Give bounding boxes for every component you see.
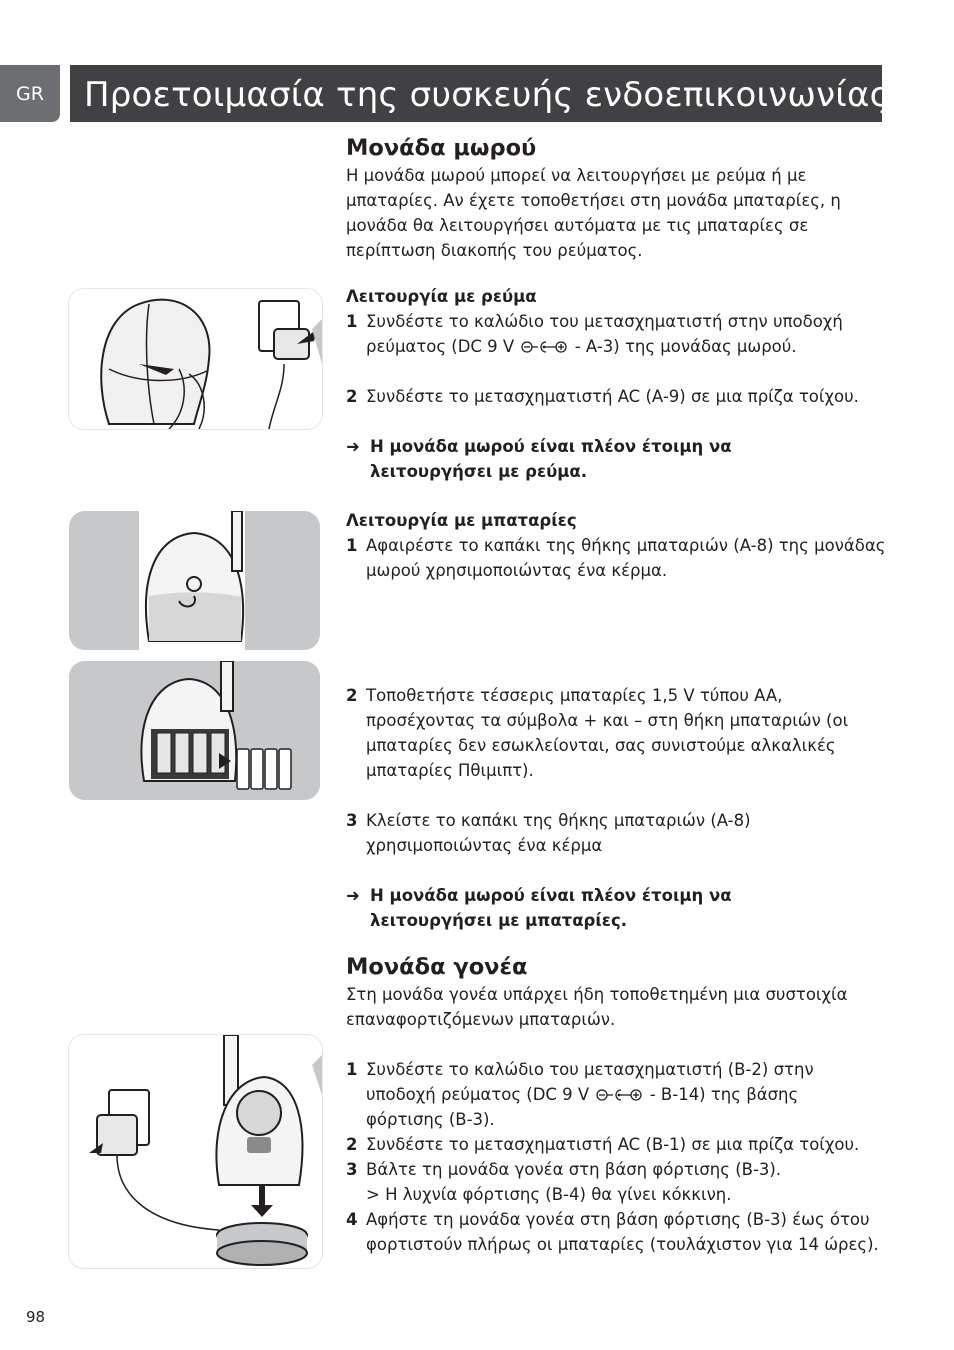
parent-step-2 [346, 1132, 886, 1157]
step-text: Συνδέστε το μετασχηματιστή AC (B-1) σε μια πρίζα τοίχου. [366, 1135, 860, 1154]
mains-heading: Λειτουργία με ρεύμα [346, 287, 537, 306]
page-title: Προετοιμασία της συσκευής ενδοεπικοινωνίας [84, 75, 890, 115]
mains-result [346, 434, 800, 484]
battery-step-3 [346, 808, 806, 858]
battery-step-2 [346, 683, 871, 783]
parent-unit-section [346, 952, 886, 1257]
parent-step-3 [346, 1157, 886, 1207]
figure-battery-cover [69, 511, 320, 650]
baby-unit-section [346, 133, 886, 263]
result-text: Η μονάδα μωρού είναι πλέον έτοιμη να λειτουργήσει με ρεύμα. [370, 437, 732, 481]
step-number: 2 [346, 1135, 358, 1154]
mains-step-1 [346, 309, 886, 359]
figure-mains-connection [68, 288, 323, 430]
mains-section [346, 284, 886, 484]
parent-unit-intro: Στη μονάδα γονέα υπάρχει ήδη τοποθετημένη μια συστοιχία επαναφορτιζόμενων μπαταριών. [346, 985, 848, 1029]
language-tab: GR [0, 65, 60, 122]
battery-result [346, 883, 800, 933]
mains-step-2 [346, 384, 886, 409]
parent-step-1 [346, 1057, 866, 1132]
figure-parent-charging [68, 1034, 323, 1269]
step-number: 2 [346, 686, 358, 705]
baby-unit-heading: Μονάδα μωρού [346, 135, 537, 161]
parent-step-4 [346, 1207, 886, 1257]
result-arrow-icon: ➜ [346, 437, 360, 456]
step-number: 3 [346, 811, 358, 830]
parent-unit-heading: Μονάδα γονέα [346, 954, 528, 980]
baby-unit-intro: Η μονάδα μωρού μπορεί να λειτουργήσει με ρεύμα ή με μπαταρίες. Αν έχετε τοποθετήσει στη μονάδα μπαταρίες, η μονάδα θα λειτουργήσει αυτόματα με τις μπαταρίες σε περίπτωση διακοπής του ρεύματος. [346, 166, 841, 260]
figure-battery-insert [69, 661, 320, 800]
step-number: 1 [346, 312, 358, 331]
polarity-symbol-icon [521, 340, 567, 354]
battery-step-1 [346, 533, 886, 583]
step-text: Κλείστε το καπάκι της θήκης μπαταριών (A-8) χρησιμοποιώντας ένα κέρμα [366, 811, 751, 855]
step-text: Συνδέστε το καλώδιο του μετασχηματιστή στην υποδοχή ρεύματος (DC 9 V [366, 312, 843, 356]
step-number: 1 [346, 1060, 358, 1079]
step-number: 3 [346, 1160, 358, 1179]
step-text: Αφήστε τη μονάδα γονέα στη βάση φόρτισης (B-3) έως ότου φορτιστούν πλήρως οι μπαταρίες (τουλάχιστον για 14 ώρες). [366, 1210, 879, 1254]
title-bar [70, 65, 890, 122]
step-text: Τοποθετήστε τέσσερις μπαταρίες 1,5 V τύπου AA, προσέχοντας τα σύμβολα + και – στη θήκη μπαταριών (οι μπαταρίες δεν εσωκλείονται, σας συνιστούμε αλκαλικές μπαταρίες Πθιμιπτ). [366, 686, 849, 780]
step-text: Βάλτε τη μονάδα γονέα στη βάση φόρτισης (B-3). [366, 1160, 782, 1179]
result-arrow-icon: ➜ [346, 886, 360, 905]
step-number: 1 [346, 536, 358, 555]
step-text-cont: - A-3) της μονάδας μωρού. [574, 337, 797, 356]
step-text: Συνδέστε το καλώδιο του μετασχηματιστή (B-2) στην υποδοχή ρεύματος (DC 9 V [366, 1060, 814, 1104]
battery-section [346, 508, 886, 583]
step-number: 2 [346, 387, 358, 406]
step-text: Αφαιρέστε το καπάκι της θήκης μπαταριών (A-8) της μονάδας μωρού χρησιμοποιώντας ένα κέρμα. [366, 536, 886, 580]
step-text-cont: - B-14) της βάσης φόρτισης (B-3). [366, 1085, 799, 1129]
step-number: 4 [346, 1210, 358, 1229]
polarity-symbol-icon [596, 1088, 642, 1102]
battery-section-cont [346, 683, 886, 933]
result-text: Η μονάδα μωρού είναι πλέον έτοιμη να λειτουργήσει με μπαταρίες. [370, 886, 732, 930]
battery-heading: Λειτουργία με μπαταρίες [346, 511, 577, 530]
page-number: 98 [26, 1308, 46, 1326]
step-text: Συνδέστε το μετασχηματιστή AC (A-9) σε μια πρίζα τοίχου. [366, 387, 859, 406]
step-note: > Η λυχνία φόρτισης (B-4) θα γίνει κόκκινη. [366, 1185, 732, 1204]
